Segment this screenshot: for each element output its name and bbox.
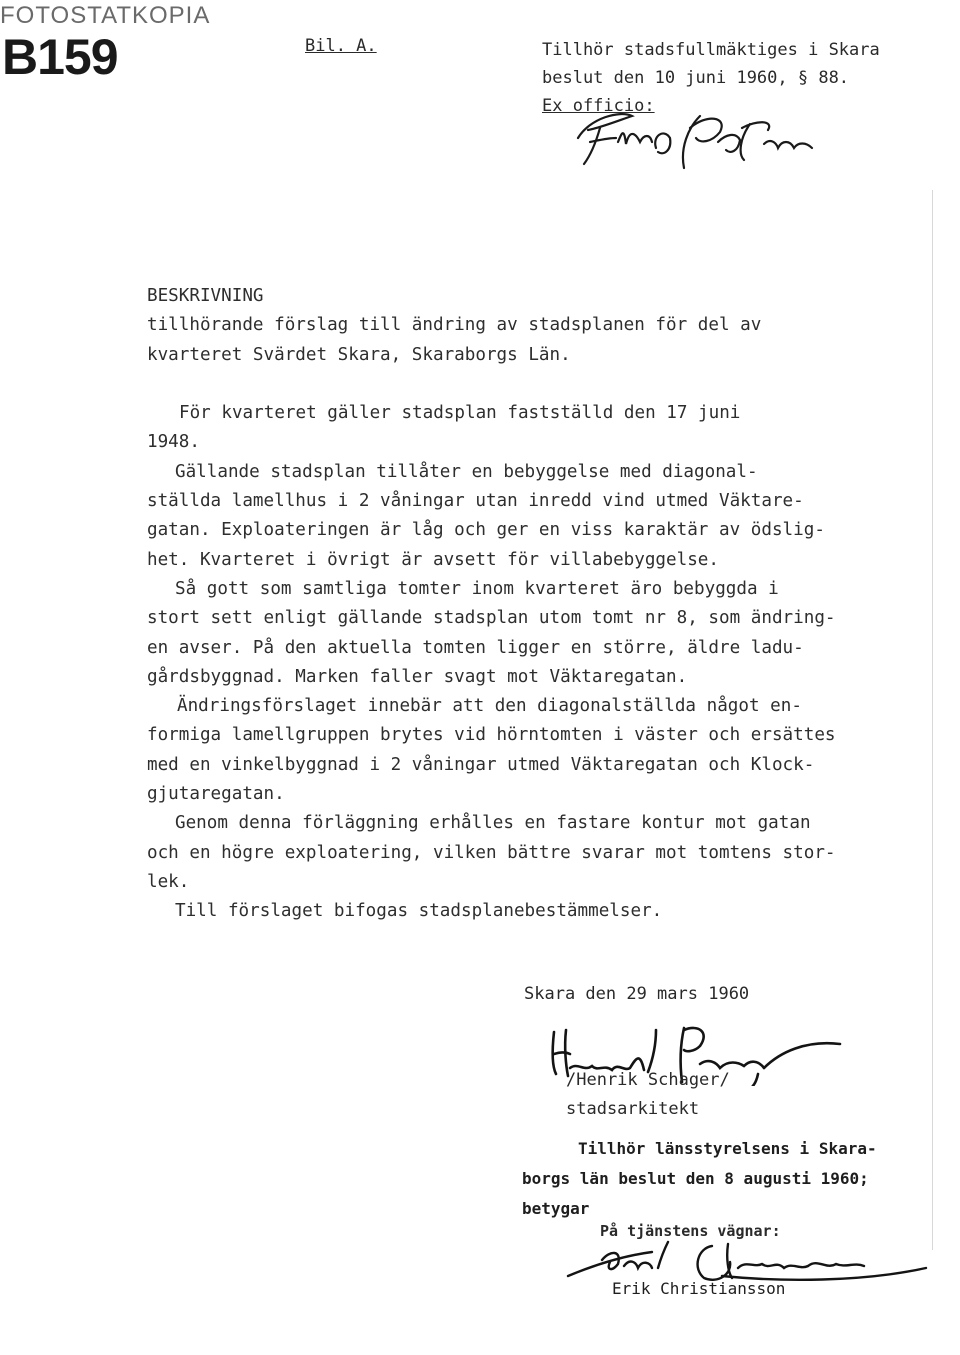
paragraph-2-line-3: gatan. Exploateringen är låg och ger en viss karaktär av ödslig- xyxy=(147,520,825,541)
architect-name: /Henrik Schager/ xyxy=(566,1070,730,1090)
paragraph-6-line-1: Till förslaget bifogas stadsplanebestämmelser. xyxy=(175,901,663,922)
county-official-name: Erik Christiansson xyxy=(612,1279,786,1298)
description-body xyxy=(147,282,927,927)
county-board-note xyxy=(522,1134,877,1224)
paragraph-4-line-1: Ändringsförslaget innebär att den diagonalställda något en- xyxy=(177,696,802,717)
paragraph-3-line-1: Så gott som samtliga tomter inom kvarteret äro bebyggda i xyxy=(175,578,779,599)
paragraph-3-line-3: en avser. På den aktuella tomten ligger en större, äldre ladu- xyxy=(147,637,804,658)
paragraph-5-line-1: Genom denna förläggning erhålles en fastare kontur mot gatan xyxy=(175,813,811,834)
ex-officio-label: Ex officio: xyxy=(542,96,655,116)
place-date: Skara den 29 mars 1960 xyxy=(524,984,750,1004)
paragraph-4-line-2: formiga lamellgruppen brytes vid hörntomten i väster och ersättes xyxy=(147,725,836,746)
attachment-label: Bil. A. xyxy=(305,36,377,56)
paragraph-2-line-4: het. Kvarteret i övrigt är avsett för villabebyggelse. xyxy=(147,549,719,570)
county-line-1: Tillhör länsstyrelsens i Skara- xyxy=(578,1139,877,1158)
county-line-2: borgs län beslut den 8 augusti 1960; xyxy=(522,1169,869,1188)
document-title: BESKRIVNING xyxy=(147,286,264,306)
architect-signoff xyxy=(524,980,749,1009)
paragraph-5-line-3: lek. xyxy=(147,871,190,892)
document-number: B159 xyxy=(2,29,118,85)
scan-edge-line xyxy=(932,190,933,1250)
architect-role: stadsarkitekt xyxy=(566,1099,700,1119)
paragraph-1-line-2: 1948. xyxy=(147,432,200,453)
paragraph-4-line-4: gjutaregatan. xyxy=(147,784,285,805)
paragraph-5-line-2: och en högre exploatering, vilken bättre svarar mot tomtens stor- xyxy=(147,842,836,863)
decision-line-2: beslut den 10 juni 1960, § 88. xyxy=(542,68,850,88)
architect-details xyxy=(566,1066,730,1124)
paragraph-1-line-1: För kvarteret gäller stadsplan fastställd den 17 juni xyxy=(179,403,741,424)
ex-officio-signature xyxy=(560,98,830,178)
county-line-3: betygar xyxy=(522,1199,590,1218)
subtitle-line-2: kvarteret Svärdet Skara, Skaraborgs Län. xyxy=(147,344,571,365)
photocopy-stamp: FOTOSTATKOPIA xyxy=(0,2,211,29)
paragraph-4-line-3: med en vinkelbyggnad i 2 våningar utmed Väktaregatan och Klock- xyxy=(147,754,815,775)
paragraph-2-line-2: ställda lamellhus i 2 våningar utan inredd vind utmed Väktare- xyxy=(147,491,804,512)
paragraph-3-line-2: stort sett enligt gällande stadsplan utom tomt nr 8, som ändring- xyxy=(147,608,836,629)
handwritten-signature-icon xyxy=(560,98,830,178)
subtitle-line-1: tillhörande förslag till ändring av stadsplanen för del av xyxy=(147,315,762,336)
paragraph-3-line-4: gårdsbyggnad. Marken faller svagt mot Väktaregatan. xyxy=(147,666,688,687)
on-duty-label: På tjänstens vägnar: xyxy=(600,1222,781,1240)
paragraph-2-line-1: Gällande stadsplan tillåter en bebyggelse med diagonal- xyxy=(175,461,758,482)
decision-line-1: Tillhör stadsfullmäktiges i Skara xyxy=(542,40,880,60)
